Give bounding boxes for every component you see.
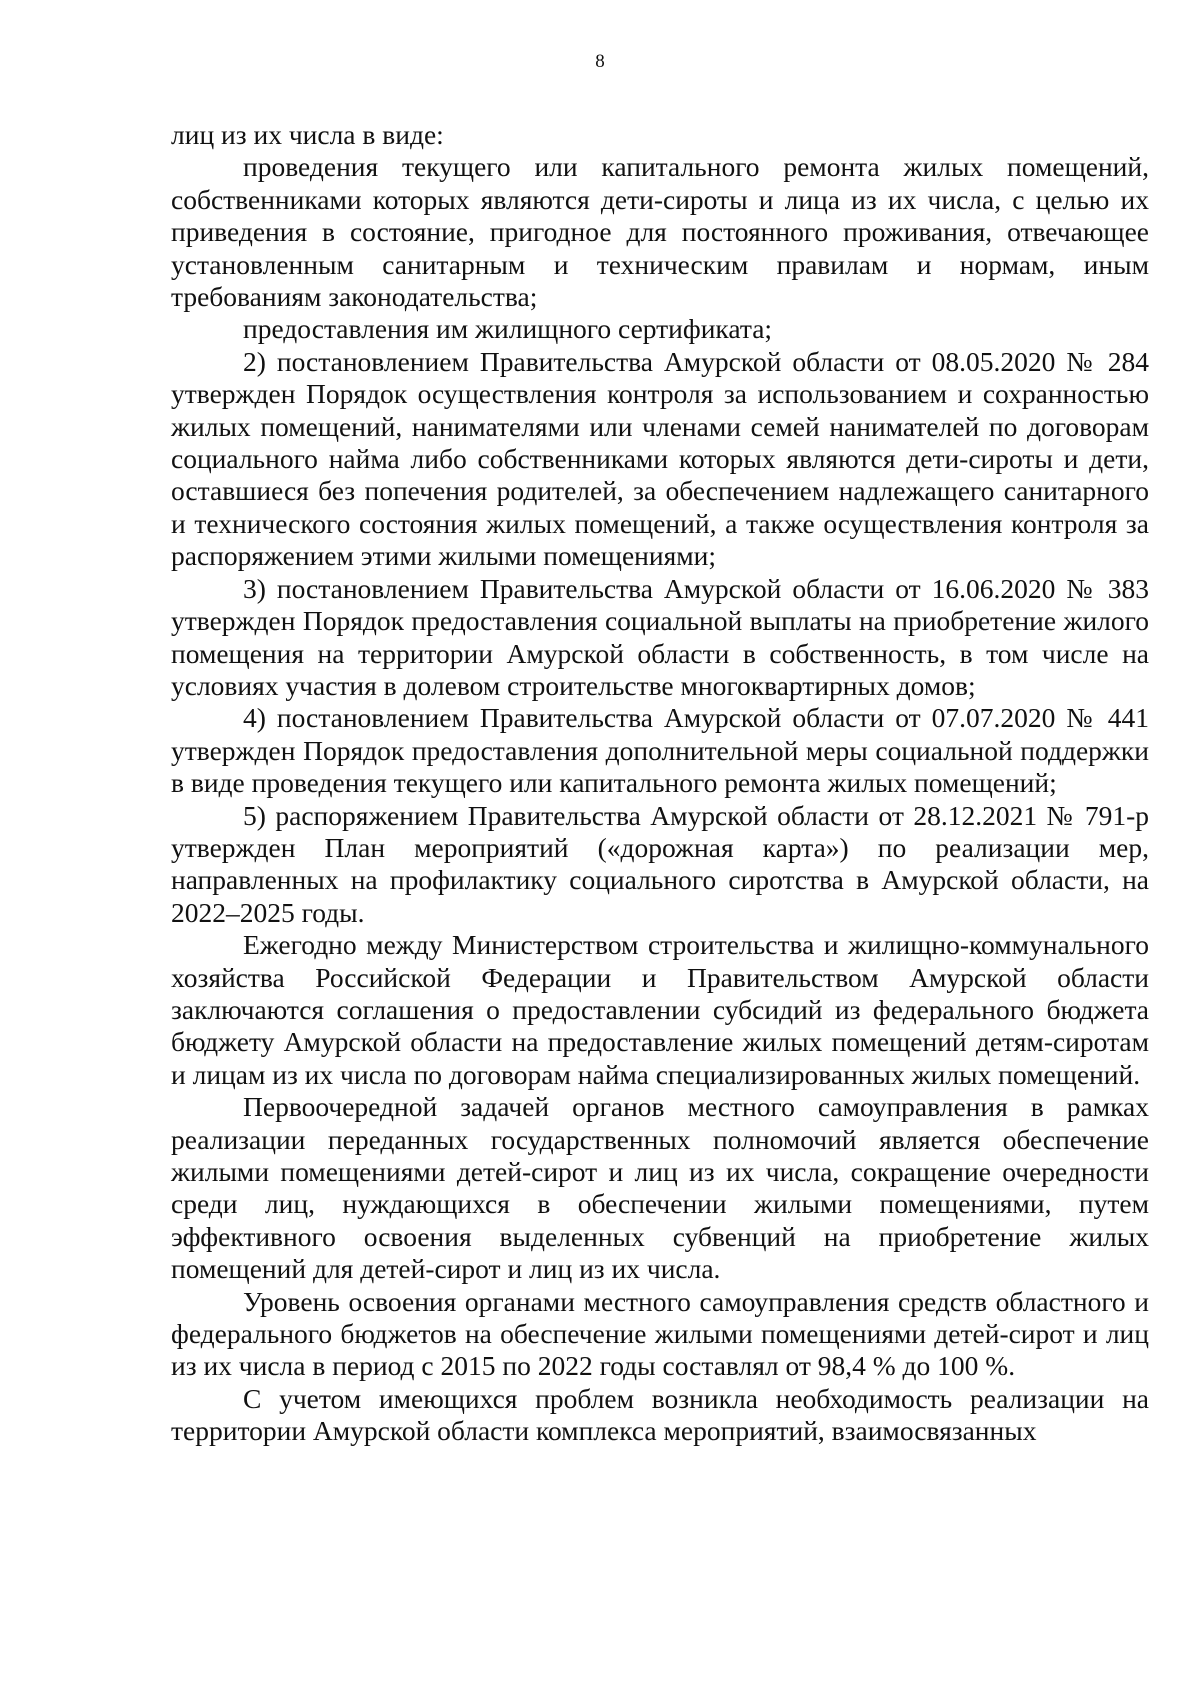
paragraph-item-4: 4) постановлением Правительства Амурской области от 07.07.2020 № 441 утвержден Порядок предоставления дополнительной меры социальной поддержки в виде проведения текущего или капитального ремонта жилых помещений; [171, 702, 1149, 799]
paragraph-priority-task: Первоочередной задачей органов местного самоуправления в рамках реализации переданных государственных полномочий является обеспечение жилыми помещениями детей-сирот и лиц из их числа, сокращение очередности среди лиц, нуждающихся в обеспечении жилыми помещениями, путем эффективного освоения выделенных субвенций на приобретение жилых помещений для детей-сирот и лиц из их числа. [171, 1091, 1149, 1285]
page-number: 8 [595, 51, 605, 72]
paragraph-item-2: 2) постановлением Правительства Амурской области от 08.05.2020 № 284 утвержден Порядок осуществления контроля за использованием и сохранностью жилых помещений, нанимателями или членами семей нанимателей по договорам социального найма либо собственниками которых являются дети-сироты и дети, оставшиеся без попечения родителей, за обеспечением надлежащего санитарного и технического состояния жилых помещений, а также осуществления контроля за распоряжением этими жилыми помещениями; [171, 345, 1149, 572]
paragraph-funding-level: Уровень освоения органами местного самоуправления средств областного и федерального бюджетов на обеспечение жилыми помещениями детей-сирот и лиц из их числа в период с 2015 по 2022 годы составлял от 98,4 % до 100 %. [171, 1285, 1149, 1382]
paragraph-item-5: 5) распоряжением Правительства Амурской области от 28.12.2021 № 791-р утвержден План мероприятий («дорожная карта») по реализации мер, направленных на профилактику социального сиротства в Амурской области, на 2022–2025 годы. [171, 799, 1149, 928]
paragraph-continuation: лиц из их числа в виде: [171, 119, 444, 150]
paragraph-annual-agreements: Ежегодно между Министерством строительства и жилищно-коммунального хозяйства Российской Федерации и Правительством Амурской области заключаются соглашения о предоставлении субсидий из федерального бюджета бюджету Амурской области на предоставление жилых помещений детям-сиротам и лицам из их числа по договорам найма специализированных жилых помещений. [171, 929, 1149, 1090]
paragraph-necessity: С учетом имеющихся проблем возникла необходимость реализации на территории Амурской области комплекса мероприятий, взаимосвязанных [171, 1382, 1149, 1447]
paragraph-certificate-option: предоставления им жилищного сертификата; [243, 313, 773, 345]
paragraph-item-3: 3) постановлением Правительства Амурской области от 16.06.2020 № 383 утвержден Порядок предоставления социальной выплаты на приобретение жилого помещения на территории Амурской области в собственность, в том числе на условиях участия в долевом строительстве многоквартирных домов; [171, 572, 1149, 701]
paragraph-repair-option: проведения текущего или капитального ремонта жилых помещений, собственниками которых являются дети-сироты и лица из их числа, с целью их приведения в состояние, пригодное для постоянного проживания, отвечающее установленным санитарным и техническим правилам и нормам, иным требованиям законодательства; [171, 151, 1149, 313]
document-body [171, 119, 1149, 1448]
